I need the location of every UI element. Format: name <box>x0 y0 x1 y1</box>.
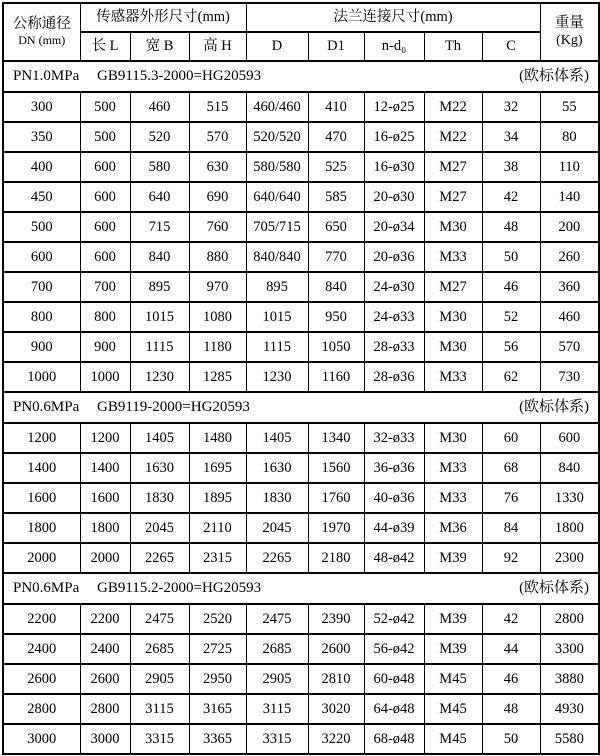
table-row <box>3 242 599 272</box>
table-row <box>3 332 599 362</box>
data-cell: 900 <box>3 332 80 362</box>
data-cell: 140 <box>540 182 599 212</box>
data-cell: M22 <box>424 122 482 152</box>
data-cell: 3165 <box>189 694 246 724</box>
data-cell: 48 <box>482 212 540 242</box>
data-cell: 600 <box>80 152 130 182</box>
data-cell: 1405 <box>246 423 308 453</box>
data-cell: 1405 <box>130 423 189 453</box>
data-cell: 580 <box>130 152 189 182</box>
data-cell: 2600 <box>308 634 364 664</box>
data-cell: 700 <box>3 272 80 302</box>
data-cell: 1285 <box>189 362 246 392</box>
data-cell: 470 <box>308 122 364 152</box>
data-cell: 840 <box>130 242 189 272</box>
data-cell: 32 <box>482 92 540 122</box>
weight-unit: (Kg) <box>556 32 583 48</box>
data-cell: 3000 <box>3 724 80 754</box>
data-cell: 34 <box>482 122 540 152</box>
col-header-nd0: n-d₀ <box>364 32 424 61</box>
data-cell: 5580 <box>540 724 599 754</box>
data-cell: 700 <box>80 272 130 302</box>
data-cell: 300 <box>3 92 80 122</box>
section-standard-code: GB9115.3-2000=HG20593 <box>97 67 262 84</box>
data-cell: M45 <box>424 694 482 724</box>
data-cell: 200 <box>540 212 599 242</box>
data-cell: 44-ø39 <box>364 513 424 543</box>
table-row <box>3 664 599 694</box>
data-cell: 1695 <box>189 453 246 483</box>
data-cell: 2600 <box>80 664 130 694</box>
section-cell <box>3 573 599 604</box>
data-cell: 3000 <box>80 724 130 754</box>
data-cell: M30 <box>424 423 482 453</box>
table-row <box>3 694 599 724</box>
data-cell: 2390 <box>308 604 364 634</box>
data-cell: 840 <box>308 272 364 302</box>
data-cell: 1830 <box>130 483 189 513</box>
data-cell: 2300 <box>540 543 599 573</box>
data-cell: 2810 <box>308 664 364 694</box>
data-cell: 2110 <box>189 513 246 543</box>
table-row <box>3 724 599 754</box>
col-header-d: D <box>246 32 308 61</box>
section-system-note: (欧标体系) <box>519 579 590 596</box>
data-cell: 260 <box>540 242 599 272</box>
section-cell <box>3 392 599 423</box>
section-row <box>3 392 599 423</box>
data-cell: 46 <box>482 664 540 694</box>
data-cell: 525 <box>308 152 364 182</box>
table-row <box>3 302 599 332</box>
data-cell: 36-ø36 <box>364 453 424 483</box>
data-cell: 1760 <box>308 483 364 513</box>
data-cell: 705/715 <box>246 212 308 242</box>
section-pressure-rating: PN1.0MPa <box>13 67 80 84</box>
data-cell: M33 <box>424 483 482 513</box>
data-cell: 3365 <box>189 724 246 754</box>
data-cell: 570 <box>189 122 246 152</box>
data-cell: 3220 <box>308 724 364 754</box>
table-row <box>3 634 599 664</box>
data-cell: 895 <box>130 272 189 302</box>
data-cell: 715 <box>130 212 189 242</box>
data-cell: 600 <box>80 242 130 272</box>
data-cell: 3115 <box>130 694 189 724</box>
data-cell: 2200 <box>80 604 130 634</box>
table-row <box>3 513 599 543</box>
data-cell: 2000 <box>80 543 130 573</box>
data-cell: 880 <box>189 242 246 272</box>
data-cell: 840 <box>540 453 599 483</box>
section-label <box>4 399 598 416</box>
dn-unit: DN (mm) <box>18 32 66 47</box>
data-cell: 2520 <box>189 604 246 634</box>
section-system-note: (欧标体系) <box>519 67 590 84</box>
col-header-d1: D1 <box>308 32 364 61</box>
data-cell: 50 <box>482 242 540 272</box>
data-cell: 650 <box>308 212 364 242</box>
data-cell: M36 <box>424 513 482 543</box>
data-cell: 56-ø42 <box>364 634 424 664</box>
data-cell: 500 <box>3 212 80 242</box>
data-cell: 60 <box>482 423 540 453</box>
data-cell: 1895 <box>189 483 246 513</box>
data-cell: 52-ø42 <box>364 604 424 634</box>
data-cell: 12-ø25 <box>364 92 424 122</box>
data-cell: 2265 <box>130 543 189 573</box>
data-cell: 2475 <box>246 604 308 634</box>
data-cell: 20-ø34 <box>364 212 424 242</box>
data-cell: 1970 <box>308 513 364 543</box>
data-cell: 1600 <box>3 483 80 513</box>
data-cell: 1115 <box>246 332 308 362</box>
col-header-length: 长 L <box>80 32 130 61</box>
header-row-subcolumns <box>3 32 599 61</box>
col-header-weight <box>540 3 599 61</box>
data-cell: 52 <box>482 302 540 332</box>
data-cell: 46 <box>482 272 540 302</box>
data-cell: M45 <box>424 724 482 754</box>
data-cell: 570 <box>540 332 599 362</box>
data-cell: 62 <box>482 362 540 392</box>
table-row <box>3 543 599 573</box>
data-cell: 76 <box>482 483 540 513</box>
data-cell: 2800 <box>3 694 80 724</box>
col-header-width: 宽 B <box>130 32 189 61</box>
data-cell: 585 <box>308 182 364 212</box>
data-cell: M45 <box>424 664 482 694</box>
data-cell: M33 <box>424 242 482 272</box>
data-cell: 770 <box>308 242 364 272</box>
data-cell: 410 <box>308 92 364 122</box>
data-cell: 3880 <box>540 664 599 694</box>
data-cell: 2905 <box>246 664 308 694</box>
data-cell: 68 <box>482 453 540 483</box>
table-row <box>3 182 599 212</box>
data-cell: 1230 <box>130 362 189 392</box>
data-cell: M22 <box>424 92 482 122</box>
col-header-height: 高 H <box>189 32 246 61</box>
data-cell: 1230 <box>246 362 308 392</box>
table-header <box>3 3 599 61</box>
section-row <box>3 61 599 92</box>
data-cell: 840/840 <box>246 242 308 272</box>
data-cell: M30 <box>424 212 482 242</box>
data-cell: 800 <box>3 302 80 332</box>
data-cell: 900 <box>80 332 130 362</box>
weight-title: 重量 <box>554 15 584 32</box>
data-cell: 2685 <box>130 634 189 664</box>
col-header-th: Th <box>424 32 482 61</box>
data-cell: 2600 <box>3 664 80 694</box>
data-cell: 1200 <box>80 423 130 453</box>
data-cell: 970 <box>189 272 246 302</box>
data-cell: M39 <box>424 604 482 634</box>
table-row <box>3 423 599 453</box>
data-cell: 690 <box>189 182 246 212</box>
data-cell: 80 <box>540 122 599 152</box>
data-cell: 56 <box>482 332 540 362</box>
data-cell: 760 <box>189 212 246 242</box>
data-cell: 640/640 <box>246 182 308 212</box>
data-cell: 50 <box>482 724 540 754</box>
group-header-flange-connection: 法兰连接尺寸(mm) <box>246 3 540 32</box>
data-cell: 110 <box>540 152 599 182</box>
data-cell: 350 <box>3 122 80 152</box>
data-cell: 1015 <box>246 302 308 332</box>
data-cell: 2905 <box>130 664 189 694</box>
data-cell: 24-ø33 <box>364 302 424 332</box>
table-row <box>3 152 599 182</box>
data-cell: 2265 <box>246 543 308 573</box>
col-header-c: C <box>482 32 540 61</box>
data-cell: 1050 <box>308 332 364 362</box>
data-cell: 500 <box>80 122 130 152</box>
data-cell: M33 <box>424 453 482 483</box>
data-cell: 1000 <box>3 362 80 392</box>
table-row <box>3 362 599 392</box>
data-cell: 4930 <box>540 694 599 724</box>
data-cell: 2180 <box>308 543 364 573</box>
data-cell: 24-ø30 <box>364 272 424 302</box>
data-cell: 92 <box>482 543 540 573</box>
data-cell: 28-ø36 <box>364 362 424 392</box>
section-pressure-rating: PN0.6MPa <box>13 579 80 596</box>
data-cell: 600 <box>80 182 130 212</box>
table-row <box>3 604 599 634</box>
section-standard-code: GB9119-2000=HG20593 <box>97 398 250 415</box>
data-cell: 1630 <box>246 453 308 483</box>
data-cell: 2685 <box>246 634 308 664</box>
data-cell: 600 <box>80 212 130 242</box>
col-header-dn <box>3 3 80 61</box>
data-cell: 1015 <box>130 302 189 332</box>
data-cell: 2045 <box>130 513 189 543</box>
data-cell: 2800 <box>540 604 599 634</box>
data-cell: 2800 <box>80 694 130 724</box>
data-cell: 2045 <box>246 513 308 543</box>
data-cell: 48-ø42 <box>364 543 424 573</box>
data-cell: 64-ø48 <box>364 694 424 724</box>
data-cell: 16-ø30 <box>364 152 424 182</box>
data-cell: 1330 <box>540 483 599 513</box>
data-cell: 2400 <box>80 634 130 664</box>
data-cell: 1160 <box>308 362 364 392</box>
data-cell: 450 <box>3 182 80 212</box>
data-cell: 3020 <box>308 694 364 724</box>
data-cell: 28-ø33 <box>364 332 424 362</box>
table-row <box>3 272 599 302</box>
table-row <box>3 212 599 242</box>
data-cell: 895 <box>246 272 308 302</box>
data-cell: 1080 <box>189 302 246 332</box>
data-cell: 2315 <box>189 543 246 573</box>
table-row <box>3 483 599 513</box>
data-cell: 1340 <box>308 423 364 453</box>
data-cell: 500 <box>80 92 130 122</box>
data-cell: 1630 <box>130 453 189 483</box>
section-pressure-rating: PN0.6MPa <box>13 398 80 415</box>
data-cell: 515 <box>189 92 246 122</box>
data-cell: 1800 <box>80 513 130 543</box>
group-header-sensor-dimensions: 传感器外形尺寸(mm) <box>80 3 246 32</box>
data-cell: 3315 <box>246 724 308 754</box>
data-cell: 1115 <box>130 332 189 362</box>
data-cell: 44 <box>482 634 540 664</box>
data-cell: 1560 <box>308 453 364 483</box>
section-standard-code: GB9115.2-2000=HG20593 <box>97 579 262 596</box>
data-cell: 630 <box>189 152 246 182</box>
data-cell: 360 <box>540 272 599 302</box>
data-cell: 48 <box>482 694 540 724</box>
data-cell: 60-ø48 <box>364 664 424 694</box>
data-cell: 38 <box>482 152 540 182</box>
data-cell: 460/460 <box>246 92 308 122</box>
data-cell: 1180 <box>189 332 246 362</box>
data-cell: 520/520 <box>246 122 308 152</box>
data-cell: 600 <box>540 423 599 453</box>
data-cell: 730 <box>540 362 599 392</box>
section-label <box>4 68 598 85</box>
table-body <box>3 61 599 754</box>
data-cell: 2950 <box>189 664 246 694</box>
data-cell: 520 <box>130 122 189 152</box>
data-cell: M27 <box>424 152 482 182</box>
data-cell: M30 <box>424 302 482 332</box>
section-system-note: (欧标体系) <box>519 398 590 415</box>
table-row <box>3 453 599 483</box>
dn-title: 公称通径 <box>12 16 71 33</box>
data-cell: M27 <box>424 182 482 212</box>
table-row <box>3 92 599 122</box>
data-cell: 600 <box>3 242 80 272</box>
data-cell: 1400 <box>3 453 80 483</box>
data-cell: 2000 <box>3 543 80 573</box>
data-cell: 1200 <box>3 423 80 453</box>
data-cell: M33 <box>424 362 482 392</box>
section-cell <box>3 61 599 92</box>
data-cell: 1600 <box>80 483 130 513</box>
data-cell: 1800 <box>540 513 599 543</box>
data-cell: 42 <box>482 182 540 212</box>
data-cell: 580/580 <box>246 152 308 182</box>
data-cell: 2475 <box>130 604 189 634</box>
data-cell: 2400 <box>3 634 80 664</box>
data-cell: 1000 <box>80 362 130 392</box>
data-cell: M27 <box>424 272 482 302</box>
data-cell: 1400 <box>80 453 130 483</box>
data-cell: 20-ø30 <box>364 182 424 212</box>
data-cell: M30 <box>424 332 482 362</box>
data-cell: M39 <box>424 543 482 573</box>
data-cell: 1800 <box>3 513 80 543</box>
data-cell: 20-ø36 <box>364 242 424 272</box>
data-cell: 32-ø33 <box>364 423 424 453</box>
data-cell: 950 <box>308 302 364 332</box>
data-cell: 55 <box>540 92 599 122</box>
data-cell: 1830 <box>246 483 308 513</box>
data-cell: 460 <box>540 302 599 332</box>
section-row <box>3 573 599 604</box>
data-cell: M39 <box>424 634 482 664</box>
data-cell: 84 <box>482 513 540 543</box>
data-cell: 3115 <box>246 694 308 724</box>
data-cell: 16-ø25 <box>364 122 424 152</box>
section-label <box>4 580 598 597</box>
data-cell: 3300 <box>540 634 599 664</box>
data-cell: 460 <box>130 92 189 122</box>
data-cell: 68-ø48 <box>364 724 424 754</box>
data-cell: 40-ø36 <box>364 483 424 513</box>
data-cell: 800 <box>80 302 130 332</box>
data-cell: 2725 <box>189 634 246 664</box>
data-cell: 42 <box>482 604 540 634</box>
data-cell: 640 <box>130 182 189 212</box>
data-cell: 2200 <box>3 604 80 634</box>
table-row <box>3 122 599 152</box>
flowmeter-spec-table <box>2 2 600 755</box>
header-row-groups <box>3 3 599 32</box>
data-cell: 3315 <box>130 724 189 754</box>
data-cell: 1480 <box>189 423 246 453</box>
data-cell: 400 <box>3 152 80 182</box>
